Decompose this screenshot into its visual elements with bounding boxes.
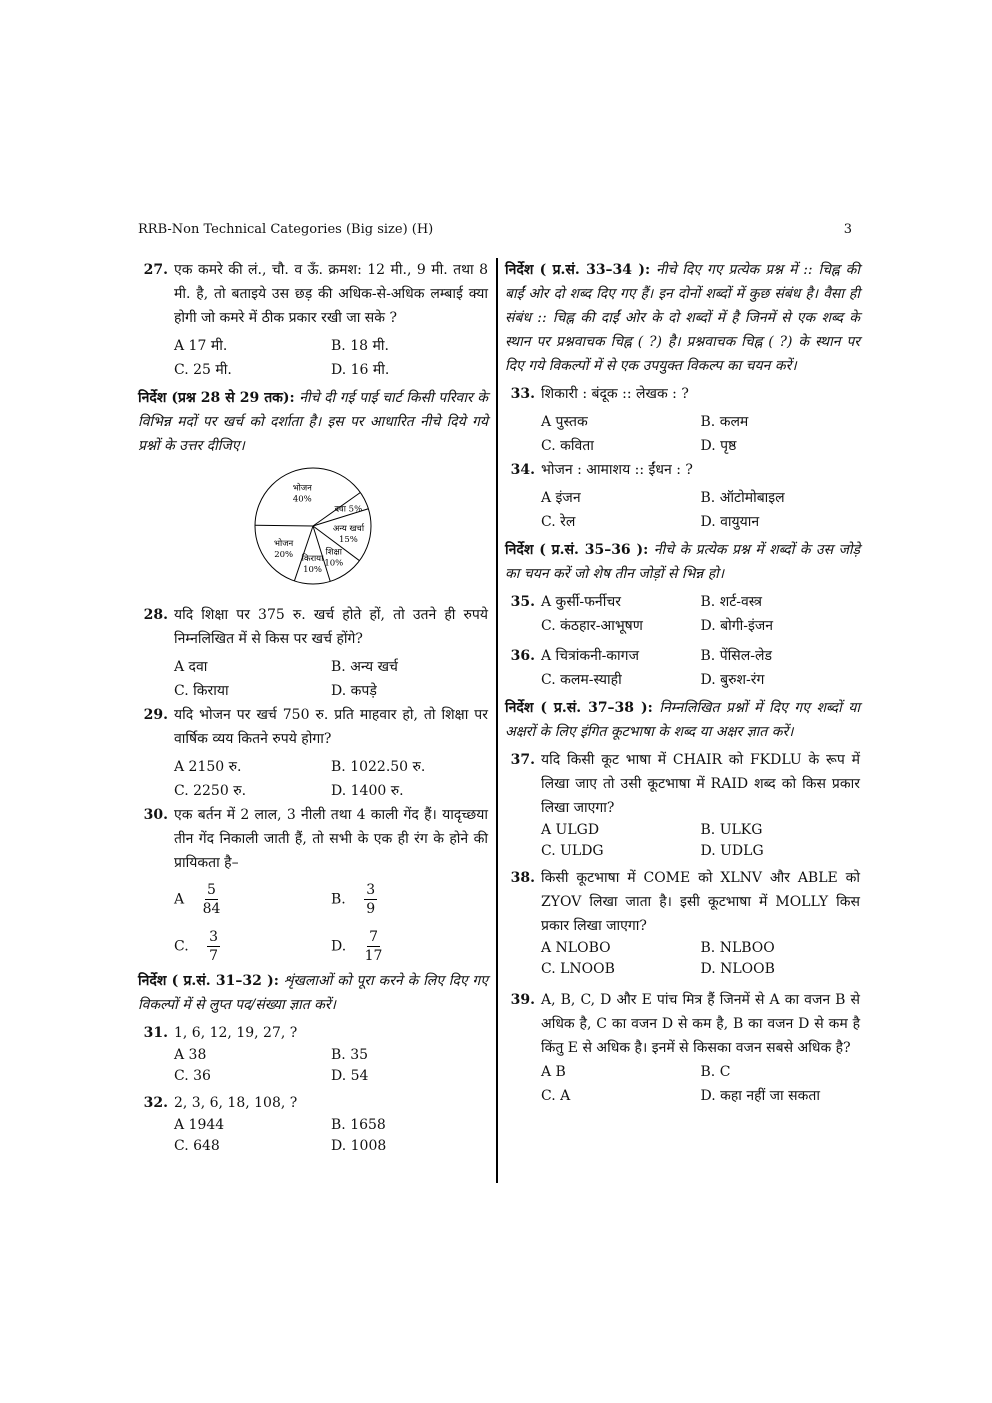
option-c[interactable]: C. A [541, 1088, 571, 1104]
question-text: शिकारी : बंदूक :: लेखक : ? [541, 386, 689, 402]
option-b[interactable]: B. शर्ट-वस्त्र [700, 594, 762, 610]
option-d[interactable]: D. 54 [331, 1068, 369, 1084]
question-33: 33. शिकारी : बंदूक :: लेखक : ? [505, 382, 860, 406]
question-28: 28. यदि शिक्षा पर 375 रु. खर्च होते हों, तो उतने ही रुपये निम्नलिखित में से किस पर खर्च होंगे? [138, 603, 488, 651]
header-title: RRB-Non Technical Categories (Big size) (H) [138, 222, 434, 237]
question-number: 29 [143, 707, 164, 723]
pie-slice-value-4: 10% [303, 564, 323, 575]
question-text: एक कमरे की लं., चौ. व ऊँ. क्रमश: 12 मी., 9 मी. तथा 8 मी. है, तो बताइये उस छड़ की अधिक-से-अधिक लम्बाई क्या होगी जो कमरे में ठीक प्रकार रखी जा सके ? [174, 262, 488, 326]
page-number: 3 [843, 222, 852, 237]
option-label: B. [331, 891, 346, 908]
options-36 [541, 644, 860, 692]
question-text: यदि भोजन पर खर्च 750 रु. प्रति माहवार हो, तो शिक्षा पर वार्षिक व्यय कितने रुपये होगा? [174, 707, 488, 747]
fraction [365, 928, 383, 965]
numerator: 5 [207, 882, 216, 898]
direction-label: निर्देश ( प्र.सं. 33–34 ): [505, 262, 651, 278]
direction-text: निम्नलिखित प्रश्नों में दिए गए शब्दों या अक्षरों के लिए इंगित कूटभाषा के शब्द या अक्षर ज्ञात करें। [505, 700, 861, 740]
question-number: 28 [143, 607, 164, 623]
option-c[interactable]: C. 2250 रु. [174, 783, 247, 799]
question-text: भोजन : आमाशय :: ईंधन : ? [541, 462, 693, 478]
direction-text: नीचे दी गई पाई चार्ट किसी परिवार के विभिन्न मदों पर खर्च को दर्शाता है। इस पर आधारित नीचे दिये गये प्रश्नों के उत्तर दीजिए। [138, 390, 488, 454]
question-number: 36 [510, 648, 531, 664]
direction-text: शृंखलाओं को पूरा करने के लिए दिए गए विकल्पों में से लुप्त पद/संख्या ज्ञात करें। [138, 973, 489, 1013]
fraction [203, 881, 221, 918]
option-d[interactable]: D. 1008 [331, 1138, 387, 1154]
option-d[interactable]: D. UDLG [700, 843, 764, 859]
option-d[interactable]: D. 1400 रु. [331, 783, 404, 799]
option-b[interactable]: B. 18 मी. [331, 338, 389, 354]
option-d[interactable]: D. पृष्ठ [700, 438, 737, 454]
option-label: C. [174, 938, 189, 955]
question-number: 31 [143, 1025, 164, 1041]
option-a[interactable]: A दवा [174, 659, 208, 675]
options-27 [174, 334, 488, 382]
option-a[interactable]: A ULGD [541, 822, 600, 838]
pie-slice-value-3: 10% [324, 558, 344, 569]
option-c[interactable] [174, 928, 331, 965]
question-37: 37. यदि किसी कूट भाषा में CHAIR को FKDLU के रूप में लिखा जाए तो उसी कूटभाषा में RAID शब्द को किस प्रकार लिखा जाएगा? [505, 748, 860, 820]
question-text: यदि किसी कूट भाषा में CHAIR को FKDLU के रूप में लिखा जाए तो उसी कूटभाषा में RAID शब्द को किस प्रकार लिखा जाएगा? [541, 752, 860, 816]
options-39 [541, 1060, 860, 1108]
option-a[interactable]: A इंजन [541, 490, 581, 506]
question-34: 34. भोजन : आमाशय :: ईंधन : ? [505, 458, 860, 482]
options-28 [174, 655, 488, 703]
option-b[interactable]: B. अन्य खर्च [331, 659, 398, 675]
question-number: 34 [510, 462, 531, 478]
option-b[interactable]: B. C [700, 1064, 731, 1080]
options-32 [174, 1115, 488, 1157]
option-c[interactable]: C. ULDG [541, 843, 604, 859]
question-31: 31. 1, 6, 12, 19, 27, ? [138, 1021, 488, 1045]
option-d[interactable]: D. बोगी-इंजन [700, 618, 774, 634]
pie-slice-value-2: 15% [338, 535, 358, 546]
option-d[interactable]: D. वायुयान [700, 514, 760, 530]
options-29 [174, 755, 488, 803]
options-35 [541, 590, 860, 638]
numerator: 3 [209, 929, 219, 945]
pie-slice-label-3: शिक्षा [325, 547, 342, 558]
pie-slice-label-2: अन्य खर्चा [332, 524, 365, 535]
option-a[interactable] [174, 881, 331, 918]
direction-28-29 [138, 386, 488, 458]
option-b[interactable]: B. ऑटोमोबाइल [700, 490, 785, 506]
option-c[interactable]: C. कंठहार-आभूषण [541, 618, 643, 634]
option-c[interactable]: C. LNOOB [541, 961, 615, 977]
fraction [364, 881, 377, 918]
right-column [505, 258, 860, 1108]
direction-label: निर्देश ( प्र.सं. 35–36 ): [505, 542, 649, 558]
question-text: 1, 6, 12, 19, 27, ? [174, 1025, 298, 1041]
direction-label: निर्देश ( प्र.सं. 31–32 ): [138, 973, 279, 989]
option-a[interactable]: A कुर्सी-फर्नीचर [541, 594, 621, 610]
option-b[interactable] [331, 881, 488, 918]
option-label: A [174, 891, 185, 908]
option-d[interactable]: D. कपड़े [331, 683, 377, 699]
option-d[interactable]: D. NLOOB [700, 961, 775, 977]
question-text: A, B, C, D और E पांच मित्र हैं जिनमें से A का वजन B से अधिक है, C का वजन D से कम है, B का वजन D से कम है किंतु E से अधिक है। इनमें से किसका वजन सबसे अधिक है? [541, 992, 860, 1056]
denominator: 84 [202, 901, 221, 917]
option-a[interactable]: A 1944 [174, 1117, 225, 1133]
option-c[interactable]: C. 25 मी. [174, 362, 232, 378]
options-38 [541, 938, 860, 980]
direction-label: निर्देश ( प्र.सं. 37–38 ): [505, 700, 653, 716]
options-33 [541, 410, 860, 458]
question-number: 39 [510, 992, 531, 1008]
option-c[interactable]: C. कलम-स्याही [541, 672, 622, 688]
denominator: 9 [366, 901, 376, 917]
option-b[interactable]: B. NLBOO [700, 940, 775, 956]
question-39: 39. A, B, C, D और E पांच मित्र हैं जिनमें से A का वजन B से अधिक है, C का वजन D से कम है, B का वजन D से कम है किंतु E से अधिक है। इनमें से किसका वजन सबसे अधिक है? [505, 988, 860, 1060]
option-c[interactable]: C. कविता [541, 438, 594, 454]
pie-slice-label-0: भोजन [292, 483, 312, 494]
direction-35-36 [505, 538, 860, 586]
option-c[interactable]: C. 36 [174, 1068, 211, 1084]
option-b[interactable]: B. कलम [700, 414, 749, 430]
question-text: 2, 3, 6, 18, 108, ? [174, 1095, 298, 1111]
pie-slice-value-5: 20% [274, 549, 294, 560]
option-a[interactable]: A 38 [174, 1047, 207, 1063]
question-number: 35 [510, 594, 531, 610]
page-header [138, 222, 852, 237]
question-36: 36. A चित्रांकनी-कागज B. पेंसिल-लेड C. कलम-स्याही D. बुरुश-रंग [505, 644, 860, 692]
options-34 [541, 486, 860, 534]
pie-slice-label-1: दवा 5% [334, 504, 363, 515]
option-b[interactable]: B. 1658 [331, 1117, 386, 1133]
question-30: 30. एक बर्तन में 2 लाल, 3 नीली तथा 4 काली गेंद हैं। यादृच्छया तीन गेंद निकाली जाती हैं, तो सभी के एक ही रंग के होने की प्रायिकता है– [138, 803, 488, 875]
option-c[interactable]: C. 648 [174, 1138, 220, 1154]
direction-text: नीचे दिए गए प्रत्येक प्रश्न में :: चिह्न की बाईं ओर दो शब्द दिए गए हैं। इन दोनों शब्दों में कुछ संबंध है। वैसा ही संबंध :: चिह्न की दाईं ओर के दो शब्दों में है जिनमें से एक शब्द के स्थान पर प्रश्नवाचक चिह्न ( ?) है। प्रश्नवाचक चिह्न ( ?) के स्थान पर दिए गये विकल्पों में से एक उपयुक्त विकल्प का चयन करें। [505, 262, 861, 374]
options-30 [174, 881, 488, 965]
option-a[interactable]: A चित्रांकनी-कागज [541, 648, 639, 664]
option-d[interactable]: D. 16 मी. [331, 362, 390, 378]
option-a[interactable]: A NLOBO [541, 940, 611, 956]
pie-slice-label-4: किराया [301, 553, 324, 564]
numerator: 7 [369, 929, 379, 945]
direction-31-32 [138, 969, 488, 1017]
denominator: 7 [209, 948, 219, 964]
option-a[interactable]: A B [541, 1064, 566, 1080]
question-38: 38. किसी कूटभाषा में COME को XLNV और ABLE को ZYOV लिखा जाता है। इसी कूटभाषा में MOLLY किस प्रकार लिखा जाएगा? [505, 866, 860, 938]
option-c[interactable]: C. रेल [541, 514, 576, 530]
question-number: 30 [143, 807, 164, 823]
question-27: 27. एक कमरे की लं., चौ. व ऊँ. क्रमश: 12 मी., 9 मी. तथा 8 मी. है, तो बताइये उस छड़ की अधिक-से-अधिक लम्बाई क्या होगी जो कमरे में ठीक प्रकार रखी जा सके ? [138, 258, 488, 330]
question-text: यदि शिक्षा पर 375 रु. खर्च होते हों, तो उतने ही रुपये निम्नलिखित में से किस पर खर्च होंगे? [174, 607, 488, 647]
option-label: D. [331, 938, 347, 955]
question-32: 32. 2, 3, 6, 18, 108, ? [138, 1091, 488, 1115]
direction-label: निर्देश (प्रश्न 28 से 29 तक): [138, 390, 295, 406]
numerator: 3 [366, 882, 376, 898]
question-35: 35. A कुर्सी-फर्नीचर B. शर्ट-वस्त्र C. कंठहार-आभूषण D. बोगी-इंजन [505, 590, 860, 638]
question-number: 37 [510, 752, 531, 768]
option-b[interactable]: B. ULKG [700, 822, 763, 838]
question-number: 32 [143, 1095, 164, 1111]
question-number: 38 [510, 870, 531, 886]
left-column [138, 258, 488, 1157]
question-29: 29. यदि भोजन पर खर्च 750 रु. प्रति माहवार हो, तो शिक्षा पर वार्षिक व्यय कितने रुपये होगा? [138, 703, 488, 751]
fraction [207, 928, 220, 965]
option-c[interactable]: C. किराया [174, 683, 229, 699]
option-d[interactable]: D. बुरुश-रंग [700, 672, 765, 688]
question-number: 27 [143, 262, 164, 278]
option-b[interactable]: B. 1022.50 रु. [331, 759, 426, 775]
pie-chart [238, 464, 488, 597]
option-b[interactable]: B. पेंसिल-लेड [700, 648, 772, 664]
option-d[interactable] [331, 928, 488, 965]
option-d[interactable]: D. कहा नहीं जा सकता [700, 1088, 820, 1104]
question-text: एक बर्तन में 2 लाल, 3 नीली तथा 4 काली गेंद हैं। यादृच्छया तीन गेंद निकाली जाती हैं, तो सभी के एक ही रंग के होने की प्रायिकता है– [174, 807, 488, 871]
direction-37-38 [505, 696, 860, 744]
option-a[interactable]: A पुस्तक [541, 414, 588, 430]
question-text: किसी कूटभाषा में COME को XLNV और ABLE को ZYOV लिखा जाता है। इसी कूटभाषा में MOLLY किस प्रकार लिखा जाएगा? [541, 870, 860, 934]
option-b[interactable]: B. 35 [331, 1047, 369, 1063]
direction-text: नीचे के प्रत्येक प्रश्न में शब्दों के उस जोड़े का चयन करें जो शेष तीन जोड़ों से भिन्न हो। [505, 542, 860, 582]
pie-slice-value-0: 40% [292, 494, 312, 505]
denominator: 17 [364, 948, 383, 964]
direction-33-34 [505, 258, 860, 378]
column-divider [496, 258, 498, 1183]
options-37 [541, 820, 860, 862]
options-31 [174, 1045, 488, 1087]
option-a[interactable]: A 2150 रु. [174, 759, 242, 775]
question-number: 33 [510, 386, 531, 402]
pie-slice-label-5: भोजन [274, 538, 294, 549]
option-a[interactable]: A 17 मी. [174, 338, 228, 354]
